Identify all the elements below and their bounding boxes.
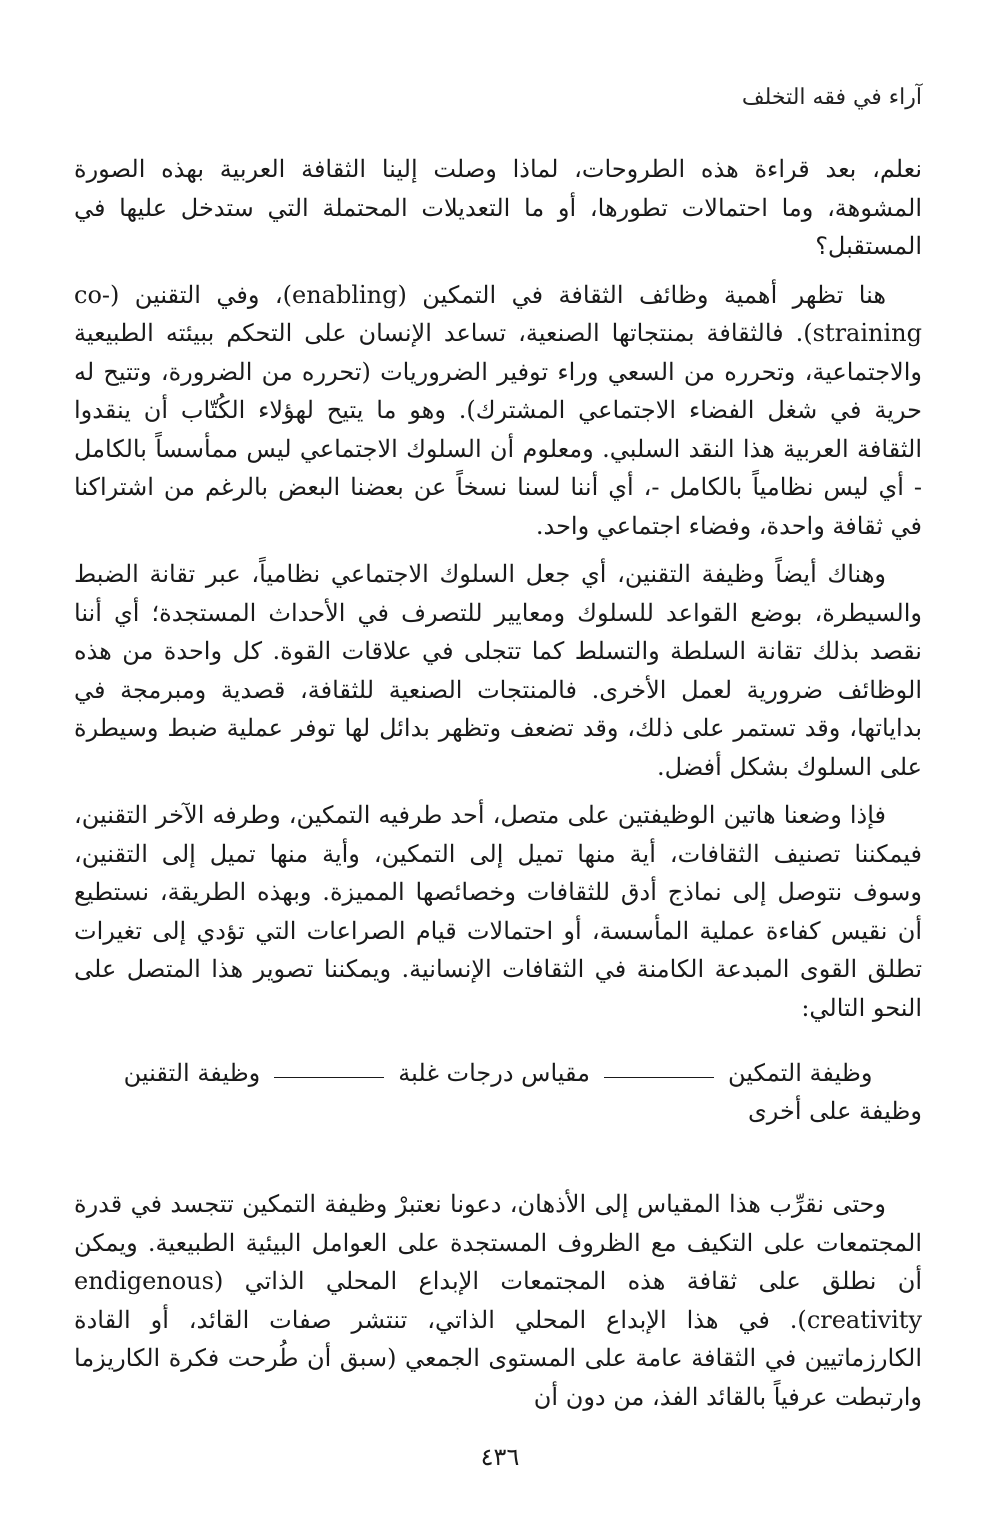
paragraph-1: نعلم، بعد قراءة هذه الطروحات، لماذا وصلت إلينا الثقافة العربية بهذه الصورة المشوهة، وما احتمالات تطورها، أو ما التعديلات المحتملة التي ستدخل عليها في المستقبل؟ <box>74 155 922 260</box>
continuum-left-label: وظيفة التقنين <box>123 1059 261 1087</box>
paragraph-2: هنا تظهر أهمية وظائف الثقافة في التمكين (enabling)، وفي التقنين (co-straining). فالثقافة بمنتجاتها الصنعية، تساعد الإنسان على التحكم ببيئته الطبيعية والاجتماعية، وتحرره من السعي وراء توفير الضروريات (تحرره من الضرورة، وتتيح له حرية في شغل الفضاء الاجتماعي المشترك). وهو ما يتيح لهؤلاء الكُتّاب أن ينقدوا الثقافة العربية هذا النقد السلبي. ومعلوم أن السلوك الاجتماعي ليس ممأسساً بالكامل - أي ليس نظامياً بالكامل -، أي أننا لسنا نسخاً عن بعضنا البعض بالرغم من اشتراكنا في ثقافة واحدة، وفضاء اجتماعي واحد. <box>74 280 922 540</box>
continuum-right-label: وظيفة التمكين <box>728 1059 873 1087</box>
continuum-sub-label: وظيفة على أخرى <box>748 1097 922 1125</box>
paragraph-3: وهناك أيضاً وظيفة التقنين، أي جعل السلوك الاجتماعي نظامياً، عبر تقانة الضبط والسيطرة، بوضع القواعد للسلوك ومعايير للتصرف في الأحداث المستجدة؛ أي أننا نقصد بذلك تقانة السلطة والتسلط كما تتجلى في علاقات القوة. كل واحدة من هذه الوظائف ضرورية لعمل الأخرى. فالمنتجات الصنعية للثقافة، قصدية ومبرمجة في بداياتها، وقد تستمر على ذلك، وقد تضعف وتظهر بدائل لها توفر عملية ضبط وسيطرة على السلوك بشكل أفضل. <box>74 560 922 781</box>
continuum-center-label: مقياس درجات غلبة <box>398 1059 590 1087</box>
paragraph-4: فإذا وضعنا هاتين الوظيفتين على متصل، أحد طرفيه التمكين، وطرفه الآخر التقنين، فيمكننا تصنيف الثقافات، أية منها تميل إلى التمكين، وأية منها تميل إلى التقنين، وسوف نتوصل إلى نماذج أدق للثقافات وخصائصها المميزة. وبهذه الطريقة، نستطيع أن نقيس كفاءة عملية المأسسة، أو احتمالات قيام الصراعات التي تؤدي إلى تغيرات تطلق القوى المبدعة الكامنة في الثقافات الإنسانية. ويمكننا تصوير هذا المتصل على النحو التالي: <box>74 801 922 1022</box>
running-head: آراء في فقه التخلف <box>741 85 922 110</box>
continuum-diagram <box>74 1055 922 1175</box>
continuum-row <box>74 1055 922 1091</box>
continuum-line-right <box>604 1077 714 1078</box>
page-body <box>74 150 922 1416</box>
page-number: ٤٣٦ <box>480 1443 520 1471</box>
continuum-line-left <box>274 1077 384 1078</box>
paragraph-5: وحتى نقرِّب هذا المقياس إلى الأذهان، دعونا نعتبرْ وظيفة التمكين تتجسد في قدرة المجتمعات على التكيف مع الظروف المستجدة على العوامل البيئية الطبيعية. ويمكن أن نطلق على ثقافة هذه المجتمعات الإبداع المحلي الذاتي (endigenous creativity). في هذا الإبداع المحلي الذاتي، تنتشر صفات القائد، أو القادة الكارزماتيين في الثقافة عامة على المستوى الجمعي (سبق أن طُرحت فكرة الكاريزما وارتبطت عرفياً بالقائد الفذ، من دون أن <box>74 1190 922 1411</box>
